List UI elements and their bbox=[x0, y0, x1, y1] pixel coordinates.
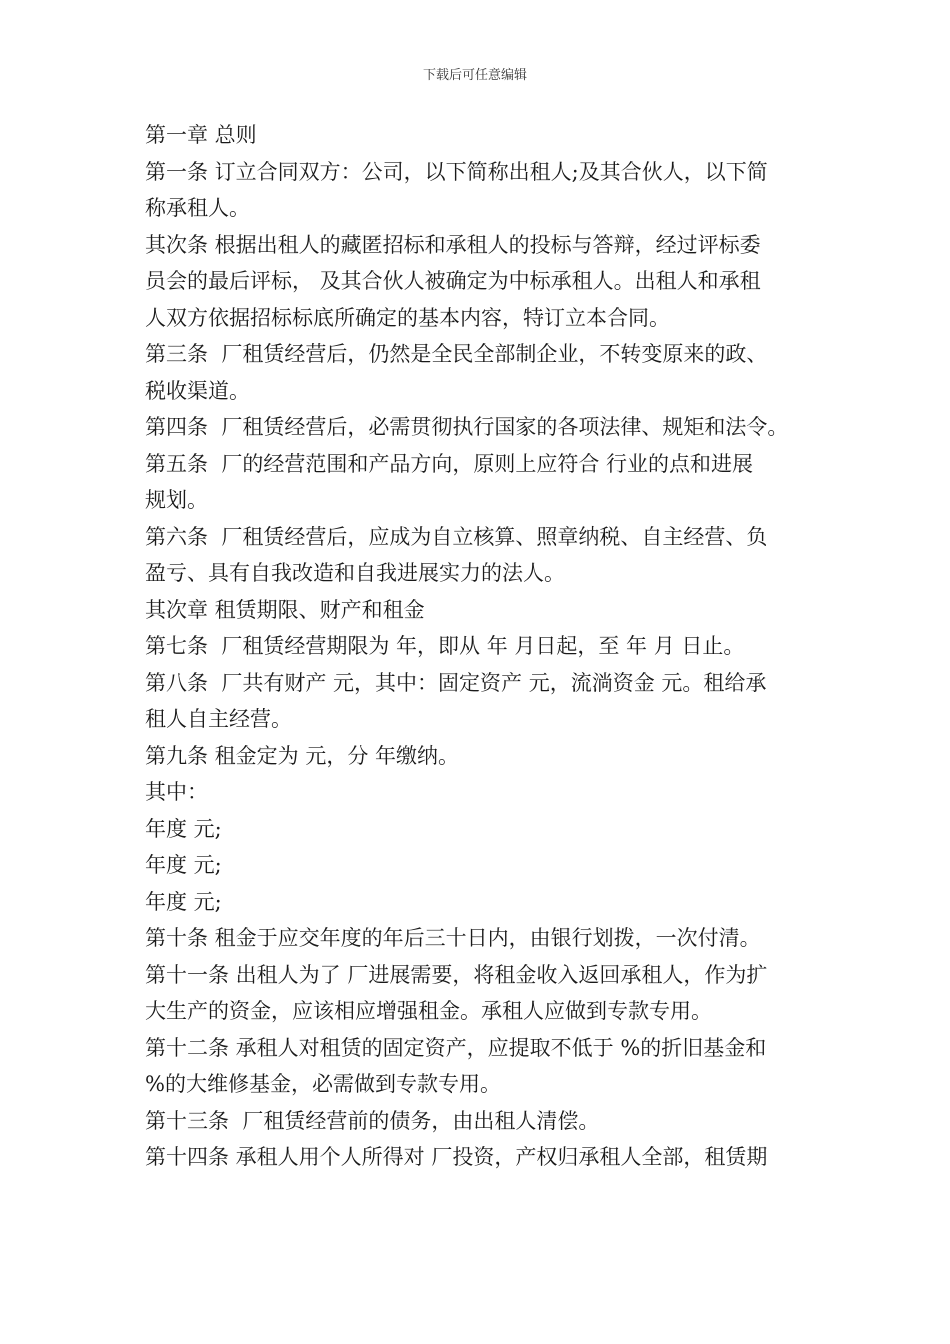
text-line: %的大维修基金，必需做到专款专用。 bbox=[145, 1072, 501, 1096]
text-line: 其次条 根据出租人的藏匿招标和承租人的投标与答辩，经过评标委 bbox=[145, 232, 761, 257]
text-line: 其中： bbox=[145, 780, 208, 804]
page-header: 下载后可任意编辑 bbox=[422, 68, 527, 83]
text-line: 第十二条 承租人对租赁的固定资产，应提取不低于 %的折旧基金和 bbox=[145, 1035, 767, 1060]
text-line: 第十四条 承租人用个人所得对 厂投资，产权归承租人全部，租赁期 bbox=[145, 1145, 768, 1169]
text-line: 称承租人。 bbox=[145, 196, 250, 220]
text-line: 第四条 厂租赁经营后，必需贯彻执行国家的各项法律、规矩和法令。 bbox=[145, 415, 789, 439]
text-line: 盈亏、具有自我改造和自我进展实力的法人。 bbox=[145, 561, 565, 585]
text-line: 第十条 租金于应交年度的年后三十日内，由银行划拨，一次付清。 bbox=[145, 926, 761, 950]
text-line: 人双方依据招标标底所确定的基本内容，特订立本合同。 bbox=[145, 305, 670, 330]
text-line: 其次章 租赁期限、财产和租金 bbox=[145, 597, 425, 622]
text-line: 大生产的资金，应该相应增强租金。承租人应做到专款专用。 bbox=[145, 999, 712, 1023]
text-line: 租人自主经营。 bbox=[145, 707, 292, 731]
text-line: 第六条 厂租赁经营后，应成为自立核算、照章纳税、自主经营、负 bbox=[145, 524, 768, 549]
text-line: 第一章 总则 bbox=[145, 123, 257, 147]
text-line: 第九条 租金定为 元，分 年缴纳。 bbox=[145, 743, 460, 768]
text-line: 第三条 厂租赁经营后，仍然是全民全部制企业，不转变原来的政、 bbox=[145, 342, 768, 366]
text-line: 规划。 bbox=[145, 488, 208, 512]
text-line: 第八条 厂共有财产 元，其中：固定资产 元，流淌资金 元。租给承 bbox=[145, 670, 767, 695]
text-line: 第十三条 厂租赁经营前的债务，由出租人清偿。 bbox=[145, 1108, 600, 1133]
text-line: 第五条 厂的经营范围和产品方向，原则上应符合 行业的点和进展 bbox=[145, 451, 754, 476]
document-body bbox=[145, 117, 817, 1176]
text-line: 年度 元; bbox=[145, 853, 222, 877]
text-line: 年度 元; bbox=[145, 889, 222, 914]
text-line: 第一条 订立合同双方：公司，以下简称出租人;及其合伙人，以下简 bbox=[145, 159, 768, 184]
text-line: 第十一条 出租人为了 厂进展需要，将租金收入返回承租人，作为扩 bbox=[145, 962, 768, 987]
text-line: 年度 元; bbox=[145, 816, 222, 841]
text-line: 税收渠道。 bbox=[145, 378, 250, 403]
text-line: 第七条 厂租赁经营期限为 年，即从 年 月日起，至 年 月 日止。 bbox=[145, 634, 745, 658]
text-line: 员会的最后评标， 及其合伙人被确定为中标承租人。出租人和承租 bbox=[145, 269, 761, 293]
